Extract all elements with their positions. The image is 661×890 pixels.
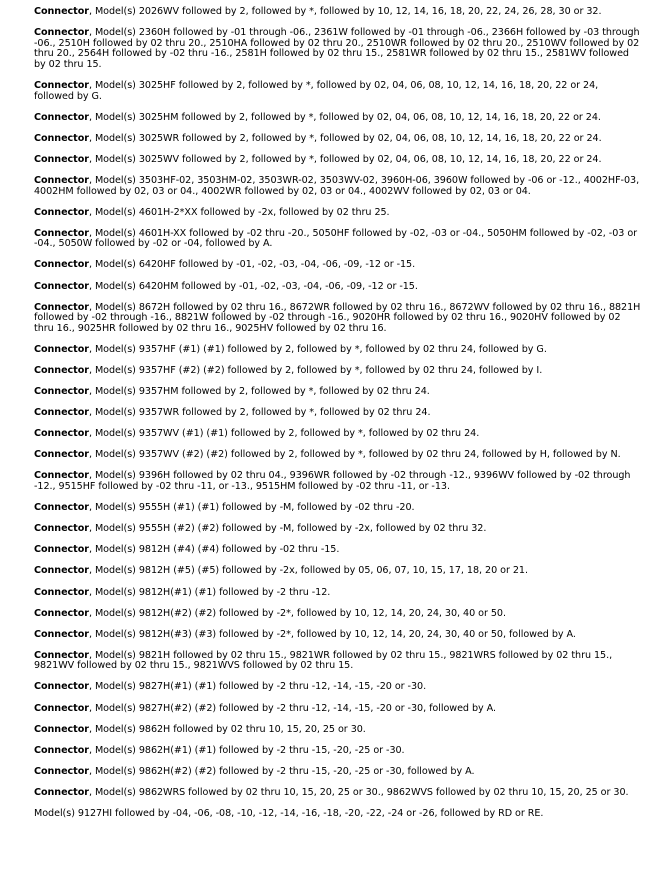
connector-entry [34, 767, 641, 778]
entry-text: Model(s) 9127HI followed by -04, -06, -08, -10, -12, -14, -16, -18, -20, -22, -24 or -26, followed by RD or RE. [34, 808, 544, 820]
entry-separator: , [88, 6, 95, 17]
entry-text: Model(s) 4601H-XX followed by -02 thru -20., 5050HF followed by -02, -03 or -04., 5050HM followed by -02, -03 or -04., 5050W followed by -02 or -04, followed by A. [34, 227, 638, 250]
entry-text: Model(s) 3025HM followed by 2, followed by *, followed by 02, 04, 06, 08, 10, 12, 14, 16, 18, 20, 22 or 24. [94, 111, 601, 123]
entry-text: Model(s) 3025HF followed by 2, followed by *, followed by 02, 04, 06, 08, 10, 12, 14, 16, 18, 20, 22 or 24, followed by G. [34, 79, 599, 102]
connector-entry [34, 229, 641, 250]
entry-label: Connector [34, 681, 89, 693]
entry-separator: , [88, 364, 95, 376]
connector-entry-list [34, 7, 641, 820]
entry-label: Connector [34, 79, 89, 91]
entry-text: Model(s) 9827H(#2) (#2) followed by -2 thru -12, -14, -15, -20 or -30, followed by A. [94, 702, 496, 714]
entry-text: Model(s) 9357WV (#1) (#1) followed by 2, followed by *, followed by 02 thru 24. [94, 428, 480, 440]
entry-text: Model(s) 9812H(#2) (#2) followed by -2*, followed by 10, 12, 14, 20, 24, 30, 40 or 50. [94, 607, 506, 619]
connector-entry [34, 387, 641, 398]
entry-label: Connector [34, 407, 89, 419]
entry-label: Connector [34, 565, 89, 577]
entry-text: Model(s) 9862H(#2) (#2) followed by -2 thru -15, -20, -25 or -30, followed by A. [94, 765, 475, 777]
entry-separator: , [88, 470, 95, 482]
connector-entry [34, 630, 641, 641]
entry-label: Connector [34, 649, 89, 661]
entry-text: Model(s) 9357WV (#2) (#2) followed by 2, followed by *, followed by 02 thru 24, followed by H, followed by N. [94, 449, 621, 461]
connector-entry [34, 345, 641, 356]
entry-separator: , [88, 343, 95, 355]
connector-entry [34, 545, 641, 556]
entry-separator: , [88, 649, 95, 661]
connector-entry [34, 588, 641, 599]
entry-text: Model(s) 4601H-2*XX followed by -2x, followed by 02 thru 25. [94, 206, 390, 218]
connector-entry [34, 155, 641, 166]
entry-label: Connector [34, 386, 89, 398]
entry-separator: , [88, 628, 95, 640]
connector-entry [34, 725, 641, 736]
connector-entry [34, 176, 641, 197]
entry-label: Connector [34, 280, 89, 292]
entry-separator: , [88, 227, 95, 239]
entry-separator: , [88, 301, 95, 313]
entry-separator: , [88, 428, 95, 440]
entry-text: Model(s) 9555H (#2) (#2) followed by -M, followed by -2x, followed by 02 thru 32. [94, 523, 487, 535]
entry-separator: , [88, 280, 95, 292]
entry-label: Connector [34, 702, 89, 714]
entry-separator: , [88, 132, 95, 144]
entry-text: Model(s) 6420HM followed by -01, -02, -03, -04, -06, -09, -12 or -15. [94, 280, 418, 292]
connector-entry [34, 113, 641, 124]
entry-text: Model(s) 9821H followed by 02 thru 15., 9821WR followed by 02 thru 15., 9821WRS followed by 02 thru 15., 9821WV followed by 02 thru 15., 9821WVS followed by 02 thru 15. [34, 649, 613, 672]
entry-separator: , [88, 449, 95, 461]
entry-label: Connector [34, 153, 89, 165]
connector-entry [34, 682, 641, 693]
entry-label: Connector [34, 786, 89, 798]
connector-entry [34, 28, 641, 70]
entry-separator: , [88, 79, 95, 91]
entry-text: Model(s) 3025WR followed by 2, followed by *, followed by 02, 04, 06, 08, 10, 12, 14, 16, 18, 20, 22 or 24. [94, 132, 602, 144]
connector-entry [34, 7, 641, 18]
entry-label: Connector [34, 227, 89, 239]
entry-label: Connector [34, 628, 89, 640]
connector-entry [34, 366, 641, 377]
entry-text: Model(s) 2360H followed by -01 through -06., 2361W followed by -01 through -06., 2366H followed by -03 through -06., 2510H followed by 02 thru 20., 2510HA followed by 02 thru 20., 2510WR followed by 02 thru 20., 2510WV followed by 02 thru 20., 2564H followed by -02 thru -16., 2581H followed by 02 thru 15., 2581WR followed by 02 thru 15., 2581WV followed by 02 thru 15. [34, 27, 640, 70]
entry-label: Connector [34, 607, 89, 619]
entry-label: Connector [34, 765, 89, 777]
entry-label: Connector [34, 586, 89, 598]
entry-text: Model(s) 9862H(#1) (#1) followed by -2 thru -15, -20, -25 or -30. [94, 744, 405, 756]
entry-separator: , [88, 386, 95, 398]
entry-text: Model(s) 9357HM followed by 2, followed by *, followed by 02 thru 24. [94, 386, 430, 398]
entry-label: Connector [34, 343, 89, 355]
entry-label: Connector [34, 111, 89, 123]
entry-separator: , [88, 765, 95, 777]
connector-entry [34, 450, 641, 461]
entry-text: Model(s) 9357HF (#2) (#2) followed by 2, followed by *, followed by 02 thru 24, followed by I. [94, 364, 543, 376]
entry-separator: , [88, 259, 95, 271]
connector-entry [34, 408, 641, 419]
entry-label: Connector [34, 132, 89, 144]
entry-label: Connector [34, 27, 89, 39]
entry-label: Connector [34, 502, 89, 514]
entry-text: Model(s) 9555H (#1) (#1) followed by -M, followed by -02 thru -20. [94, 502, 415, 514]
entry-text: Model(s) 9396H followed by 02 thru 04., 9396WR followed by -02 through -12., 9396WV followed by -02 through -12., 9515HF followed by -02 thru -11, or -13., 9515HM followed by -02 thru -11, or -13. [34, 470, 631, 493]
entry-label: Connector [34, 523, 89, 535]
connector-entry [34, 788, 641, 799]
entry-text: Model(s) 3025WV followed by 2, followed by *, followed by 02, 04, 06, 08, 10, 12, 14, 16, 18, 20, 22 or 24. [94, 153, 602, 165]
entry-text: Model(s) 9357HF (#1) (#1) followed by 2, followed by *, followed by 02 thru 24, followed by G. [94, 343, 547, 355]
entry-text: Model(s) 9827H(#1) (#1) followed by -2 thru -12, -14, -15, -20 or -30. [94, 681, 427, 693]
entry-separator: , [88, 607, 95, 619]
entry-text: Model(s) 9862WRS followed by 02 thru 10, 15, 20, 25 or 30., 9862WVS followed by 02 thru 10, 15, 20, 25 or 30. [94, 786, 629, 798]
entry-separator: , [88, 786, 95, 798]
entry-label: Connector [34, 301, 89, 313]
entry-text: Model(s) 2026WV followed by 2, followed by *, followed by 10, 12, 14, 16, 18, 20, 22, 24, 26, 28, 30 or 32. [94, 6, 602, 17]
entry-text: Model(s) 9812H (#4) (#4) followed by -02 thru -15. [94, 544, 340, 556]
connector-entry [34, 566, 641, 577]
entry-text: Model(s) 8672H followed by 02 thru 16., 8672WR followed by 02 thru 16., 8672WV followed by 02 thru 16., 8821H followed by -02 through -16., 8821W followed by -02 through -16., 9020HR followed by 02 thru 16., 9020HV followed by 02 thru 16., 9025HR followed by 02 thru 16., 9025HV followed by 02 thru 16. [34, 301, 641, 334]
entry-separator: , [88, 206, 95, 218]
entry-text: Model(s) 3503HF-02, 3503HM-02, 3503WR-02, 3503WV-02, 3960H-06, 3960W followed by -06 or -12., 4002HF-03, 4002HM followed by 02, 03 or 04., 4002WR followed by 02, 03 or 04., 4002WV followed by 02, 03 or 04. [34, 174, 640, 197]
entry-separator: , [88, 586, 95, 598]
entry-separator: , [88, 407, 95, 419]
entry-text: Model(s) 9812H(#3) (#3) followed by -2*, followed by 10, 12, 14, 20, 24, 30, 40 or 50, followed by A. [94, 628, 576, 640]
entry-label: Connector [34, 6, 89, 17]
connector-entry [34, 746, 641, 757]
connector-entry [34, 524, 641, 535]
entry-separator: , [88, 153, 95, 165]
entry-label: Connector [34, 544, 89, 556]
entry-separator: , [88, 744, 95, 756]
entry-separator: , [88, 523, 95, 535]
entry-text: Model(s) 9812H (#5) (#5) followed by -2x, followed by 05, 06, 07, 10, 15, 17, 18, 20 or 21. [94, 565, 528, 577]
connector-entry [34, 303, 641, 335]
connector-entry [34, 282, 641, 293]
connector-entry [34, 81, 641, 102]
entry-separator: , [88, 723, 95, 735]
connector-entry [34, 704, 641, 715]
connector-entry [34, 208, 641, 219]
entry-separator: , [88, 174, 95, 186]
entry-label: Connector [34, 364, 89, 376]
entry-label: Connector [34, 174, 89, 186]
entry-label: Connector [34, 428, 89, 440]
connector-entry [34, 503, 641, 514]
entry-label: Connector [34, 449, 89, 461]
connector-entry [34, 471, 641, 492]
connector-entry [34, 260, 641, 271]
entry-separator: , [88, 111, 95, 123]
connector-entry [34, 134, 641, 145]
entry-separator: , [88, 681, 95, 693]
connector-entry [34, 429, 641, 440]
entry-label: Connector [34, 259, 89, 271]
entry-label: Connector [34, 470, 89, 482]
entry-label: Connector [34, 744, 89, 756]
entry-text: Model(s) 6420HF followed by -01, -02, -03, -04, -06, -09, -12 or -15. [94, 259, 416, 271]
entry-text: Model(s) 9357WR followed by 2, followed by *, followed by 02 thru 24. [94, 407, 431, 419]
entry-separator: , [88, 502, 95, 514]
connector-entry [34, 809, 641, 820]
entry-text: Model(s) 9812H(#1) (#1) followed by -2 thru -12. [94, 586, 331, 598]
entry-separator: , [88, 565, 95, 577]
entry-separator: , [88, 27, 95, 39]
entry-separator: , [88, 544, 95, 556]
connector-entry [34, 651, 641, 672]
entry-label: Connector [34, 206, 89, 218]
connector-entry [34, 609, 641, 620]
entry-separator: , [88, 702, 95, 714]
entry-label: Connector [34, 723, 89, 735]
entry-text: Model(s) 9862H followed by 02 thru 10, 15, 20, 25 or 30. [94, 723, 366, 735]
